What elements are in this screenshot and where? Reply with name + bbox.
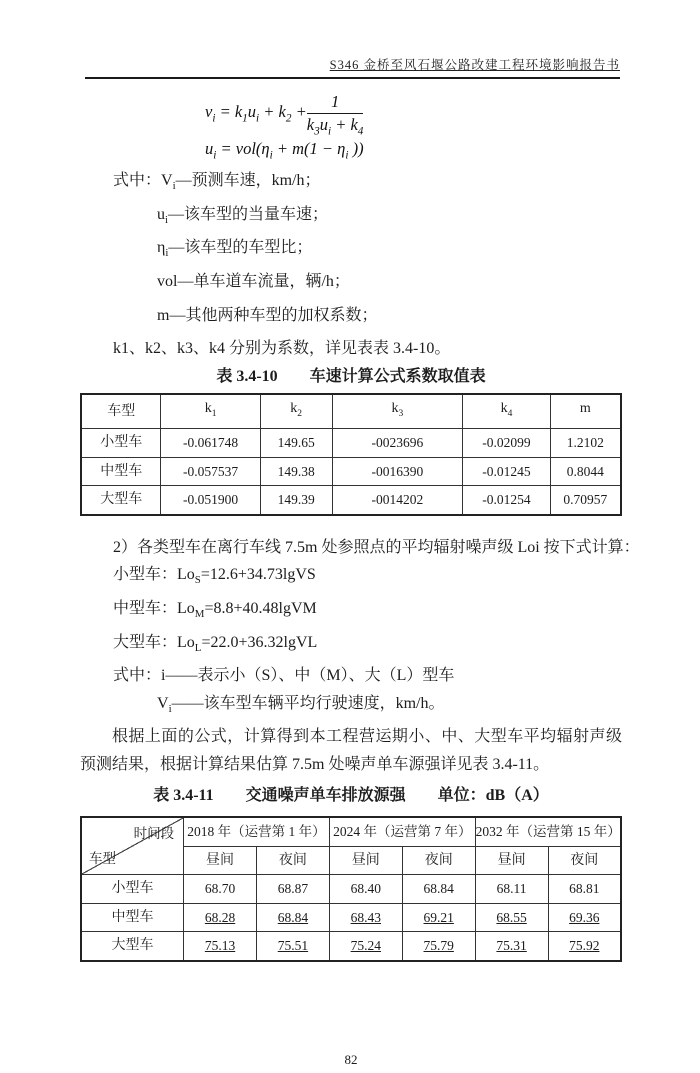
fraction-numerator: 1 — [307, 92, 364, 115]
corner-label-period: 时间段 — [133, 826, 175, 842]
year-header-2024: 2024 年（运营第 7 年） — [329, 817, 475, 846]
table-cell — [548, 903, 621, 932]
row-label: 大型车 — [81, 486, 161, 515]
definition-text: —该车型的车型比； — [168, 239, 313, 257]
cell-value: 68.87 — [277, 881, 309, 897]
table-cell: 0.70957 — [550, 486, 621, 515]
coefficients-note: k1、k2、k3、k4 分别为系数，详见表表 3.4-10。 — [113, 340, 451, 358]
year-header-2032: 2032 年（运营第 15 年） — [475, 817, 621, 846]
corner-label-vehicle: 车型 — [89, 850, 116, 866]
table-cell — [184, 932, 257, 961]
corner-cell — [81, 817, 184, 875]
coef-base: k — [391, 400, 399, 416]
definition-line — [157, 302, 622, 336]
row-label: 大型车 — [81, 932, 184, 961]
equation-prefix: 小型车： — [113, 566, 178, 584]
cell-value: 68.55 — [496, 909, 527, 925]
row-label: 中型车 — [81, 903, 184, 932]
table-cell — [329, 903, 402, 932]
cell-value: 75.31 — [496, 938, 527, 954]
cell-value: 75.92 — [569, 938, 600, 954]
symbol-base: m — [157, 306, 170, 324]
definition-lead: 式中： — [113, 172, 162, 189]
equation-line-large — [113, 629, 622, 663]
document-page — [0, 55, 700, 1067]
coef-sub: 3 — [398, 408, 404, 419]
table-cell — [475, 932, 548, 961]
cell-value: 68.70 — [204, 881, 236, 897]
table-cell: -0.057537 — [161, 457, 260, 486]
spacer — [80, 516, 622, 534]
symbol-vol — [157, 273, 177, 290]
coef-base: m — [579, 400, 591, 416]
symbol-m — [157, 307, 169, 324]
period-header-night: 夜间 — [402, 846, 475, 875]
coef-sub: 1 — [211, 408, 217, 419]
symbol-base: u — [157, 205, 165, 223]
cell-value: 68.40 — [350, 881, 381, 897]
definition-text: ——该车型车辆平均行驶速度，km/h。 — [171, 694, 445, 712]
header-cell-vehicle-type: 车型 — [81, 394, 161, 429]
definition-text: —其他两种车型的加权系数； — [169, 306, 378, 324]
section2-shizhong: 式中：i——表示小（S）、中（M）、大（L）型车 — [113, 667, 455, 685]
symbol-sub: i — [168, 702, 172, 715]
equation-body: =8.8+40.48lgVM — [204, 599, 317, 617]
table-cell — [475, 903, 548, 932]
section2-intro: 2）各类型车在离行车线 7.5m 处参照点的平均辐射噪声级 Loi 按下式计算： — [113, 538, 640, 556]
section2-vi-line — [157, 690, 622, 724]
table-cell — [548, 932, 621, 961]
period-header-day: 昼间 — [184, 846, 257, 875]
table-cell: 1.2102 — [550, 429, 621, 458]
symbol-base: vol — [157, 273, 178, 291]
page-content — [80, 91, 640, 1073]
table-header-row — [81, 394, 621, 429]
page-number: 82 — [344, 1051, 358, 1067]
row-label: 小型车 — [81, 875, 184, 904]
cell-value: 75.24 — [350, 938, 381, 954]
cell-value: 68.43 — [350, 909, 381, 925]
definition-line — [113, 167, 622, 201]
symbol-sub: i — [172, 180, 176, 193]
formula-equivalent-speed-terms: $u_i = vol(\eta_i + m(1 - \eta_i$ )) — [205, 138, 364, 161]
table-cell: -0.01245 — [463, 457, 550, 486]
table-cell: -0016390 — [332, 457, 463, 486]
table-row — [81, 903, 621, 932]
cell-value: 68.84 — [423, 881, 454, 897]
row-label: 小型车 — [81, 429, 161, 458]
result-paragraph: 根据上面的公式，计算得到本工程营运期小、中、大型车平均辐射声级预测结果，根据计算结果估算 7.5m 处噪声单车源强详见表 3.4-11。 — [80, 728, 622, 773]
table-cell: -0.051900 — [161, 486, 260, 515]
definition-line — [157, 268, 622, 302]
table-title-3-4-11: 表 3.4-11 交通噪声单车排放源强 单位：dB（A） — [153, 787, 549, 805]
spacer — [80, 778, 622, 782]
symbol-sub: i — [165, 247, 169, 260]
period-header-day: 昼间 — [329, 846, 402, 875]
row-label: 中型车 — [81, 457, 161, 486]
symbol-ui — [157, 205, 169, 226]
symbol-sub: M — [194, 608, 205, 621]
table-row — [81, 457, 621, 486]
table-row — [81, 875, 621, 904]
table-cell — [256, 875, 329, 904]
formula-block — [205, 91, 622, 165]
symbol-base: V — [157, 694, 169, 712]
cell-value: 68.11 — [496, 881, 527, 897]
page-header — [85, 55, 620, 79]
equation-prefix: 大型车： — [113, 633, 178, 651]
symbol-sub: S — [194, 574, 201, 587]
cell-value: 68.28 — [204, 909, 236, 925]
definition-line — [157, 201, 622, 235]
header-cell-m — [550, 394, 621, 429]
table-cell — [184, 875, 257, 904]
cell-value: 68.84 — [277, 909, 309, 925]
header-cell-k3 — [332, 394, 463, 429]
definition-text: —该车型的当量车速； — [168, 205, 329, 223]
table-cell — [256, 932, 329, 961]
table-cell: -0.01254 — [463, 486, 550, 515]
symbol-base: Lo — [177, 599, 195, 617]
cell-value: 69.21 — [423, 909, 454, 925]
equation-prefix: 中型车： — [113, 599, 178, 617]
table-cell — [329, 875, 402, 904]
header-cell-k1 — [161, 394, 260, 429]
equation-line-medium — [113, 595, 622, 629]
formula-speed-terms: $v_i = k_1u_i + k_2$ + — [205, 101, 307, 124]
table-3-4-10 — [80, 393, 622, 516]
symbol-base: η — [157, 239, 166, 257]
formula-speed — [205, 91, 622, 139]
equation-body: =12.6+34.73lgVS — [200, 566, 316, 584]
header-cell-k4 — [463, 394, 550, 429]
fraction-denominator: $k_3u_i + k_4$ — [306, 115, 364, 138]
header-cell-k2 — [260, 394, 332, 429]
table-cell — [329, 932, 402, 961]
definition-line — [157, 234, 622, 268]
table-cell — [475, 875, 548, 904]
definition-text: —预测车速，km/h； — [175, 172, 321, 189]
table-3-4-11 — [80, 816, 622, 962]
symbol-vi — [161, 172, 176, 193]
header-title: S346 金桥至风石堰公路改建工程环境影响报告书 — [329, 58, 620, 72]
symbol-sub: L — [194, 641, 202, 654]
table-cell: -0.02099 — [463, 429, 550, 458]
coef-base: k — [500, 400, 508, 416]
table-cell: 149.38 — [260, 457, 332, 486]
table-cell: 0.8044 — [550, 457, 621, 486]
symbol-eta — [157, 239, 169, 260]
symbol-vi — [157, 694, 172, 715]
table-row — [81, 932, 621, 961]
symbol-sub: i — [165, 213, 169, 226]
year-header-2018: 2018 年（运营第 1 年） — [184, 817, 330, 846]
table-cell: 149.65 — [260, 429, 332, 458]
table-cell — [402, 932, 475, 961]
symbol-base: V — [161, 172, 173, 189]
table-row — [81, 486, 621, 515]
definition-text: —单车道车流量，辆/h； — [177, 273, 350, 291]
table-cell: -0014202 — [332, 486, 463, 515]
table-cell: 149.39 — [260, 486, 332, 515]
table-header-row-years — [81, 817, 621, 846]
period-header-night: 夜间 — [548, 846, 621, 875]
equation-symbol — [177, 633, 202, 654]
cell-value: 75.13 — [204, 938, 236, 954]
cell-value: 75.79 — [423, 938, 454, 954]
symbol-base: Lo — [177, 566, 195, 584]
equation-body: =22.0+36.32lgVL — [201, 633, 318, 651]
table-cell: -0023696 — [332, 429, 463, 458]
fraction — [307, 92, 364, 139]
symbol-base: Lo — [177, 633, 195, 651]
cell-value: 68.81 — [569, 881, 600, 897]
table-row — [81, 429, 621, 458]
period-header-day: 昼间 — [475, 846, 548, 875]
equation-line-small — [113, 561, 622, 595]
coef-base: k — [204, 400, 212, 416]
equation-symbol — [177, 599, 205, 621]
table-cell — [402, 875, 475, 904]
coef-sub: 4 — [507, 408, 513, 419]
table-cell — [256, 903, 329, 932]
formula-equivalent-speed — [205, 139, 622, 165]
coef-base: k — [290, 400, 298, 416]
table-cell — [184, 903, 257, 932]
equation-symbol — [177, 566, 201, 587]
table-cell: -0.061748 — [161, 429, 260, 458]
cell-value: 75.51 — [277, 938, 309, 954]
table-cell — [402, 903, 475, 932]
coef-sub: 2 — [297, 408, 303, 419]
cell-value: 69.36 — [569, 909, 600, 925]
period-header-night: 夜间 — [256, 846, 329, 875]
table-title-3-4-10: 表 3.4-10 车速计算公式系数取值表 — [216, 367, 486, 385]
table-cell — [548, 875, 621, 904]
